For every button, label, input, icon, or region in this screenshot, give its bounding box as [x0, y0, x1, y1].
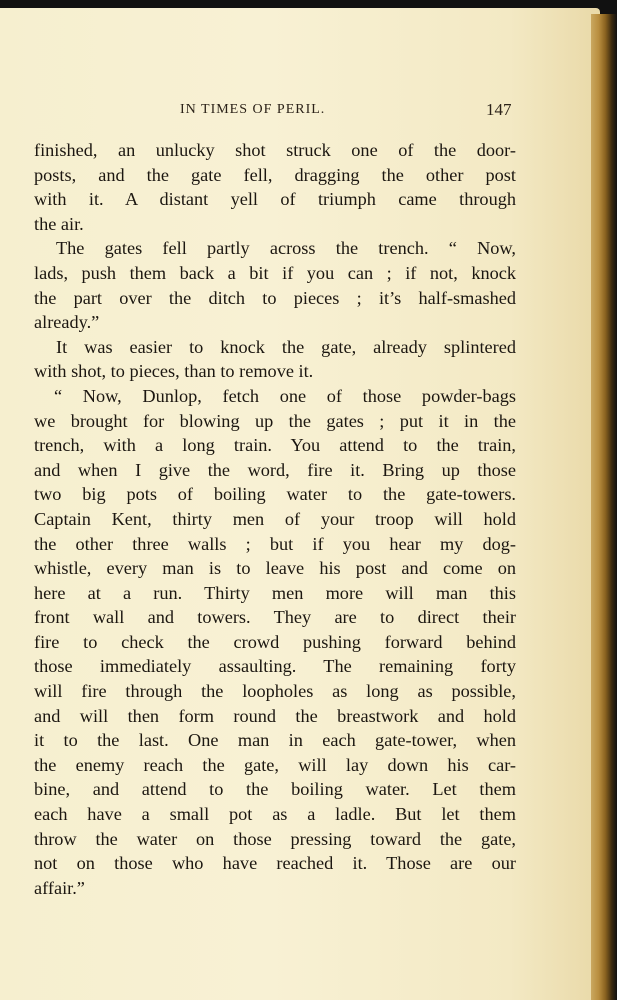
text-line: front wall and towers. They are to direct their: [34, 607, 516, 628]
page-number: 147: [486, 100, 512, 119]
text-line: will fire through the loopholes as long as possible,: [34, 681, 516, 702]
text-line: already.”: [34, 312, 100, 333]
text-line: it to the last. One man in each gate-tower, when: [34, 730, 516, 751]
text-line: we brought for blowing up the gates ; put it in the: [34, 410, 516, 431]
book-spine-edge: [591, 14, 617, 1000]
text-line: fire to check the crowd pushing forward behind: [34, 631, 516, 652]
text-line: affair.”: [34, 877, 85, 898]
text-line: with shot, to pieces, than to remove it.: [34, 361, 314, 382]
text-line: posts, and the gate fell, dragging the other post: [34, 164, 516, 185]
text-line: finished, an unlucky shot struck one of the door-: [34, 140, 516, 160]
text-line: here at a run. Thirty men more will man this: [34, 582, 516, 603]
text-line: The gates fell partly across the trench. “ Now,: [56, 238, 516, 259]
text-line: whistle, every man is to leave his post and come on: [34, 558, 516, 579]
text-line: throw the water on those pressing toward the gate,: [34, 828, 516, 849]
text-line: the enemy reach the gate, will lay down his car-: [34, 754, 516, 775]
text-line: “ Now, Dunlop, fetch one of those powder-bags: [54, 385, 516, 406]
text-line: trench, with a long train. You attend to the train,: [34, 435, 516, 456]
text-line: Captain Kent, thirty men of your troop will hold: [34, 508, 516, 529]
text-line: the air.: [34, 213, 84, 234]
book-page: [0, 8, 600, 1000]
page-header: [0, 90, 600, 130]
text-line: with it. A distant yell of triumph came through: [34, 189, 516, 210]
text-line: and when I give the word, fire it. Bring up those: [34, 459, 516, 480]
text-line: those immediately assaulting. The remaining forty: [34, 656, 516, 677]
text-line: two big pots of boiling water to the gate-towers.: [34, 484, 516, 505]
text-line: lads, push them back a bit if you can ; if not, knock: [34, 262, 516, 283]
text-line: each have a small pot as a ladle. But let them: [34, 804, 516, 825]
text-line: and will then form round the breastwork and hold: [34, 705, 516, 726]
text-line: the other three walls ; but if you hear my dog-: [34, 533, 516, 554]
text-line: It was easier to knock the gate, already splintered: [56, 336, 516, 357]
running-head: IN TIMES OF PERIL.: [180, 102, 326, 117]
text-line: not on those who have reached it. Those are our: [34, 853, 516, 874]
text-line: bine, and attend to the boiling water. Let them: [34, 779, 516, 800]
body-text: [34, 138, 516, 900]
text-line: the part over the ditch to pieces ; it’s half-smashed: [34, 287, 516, 308]
